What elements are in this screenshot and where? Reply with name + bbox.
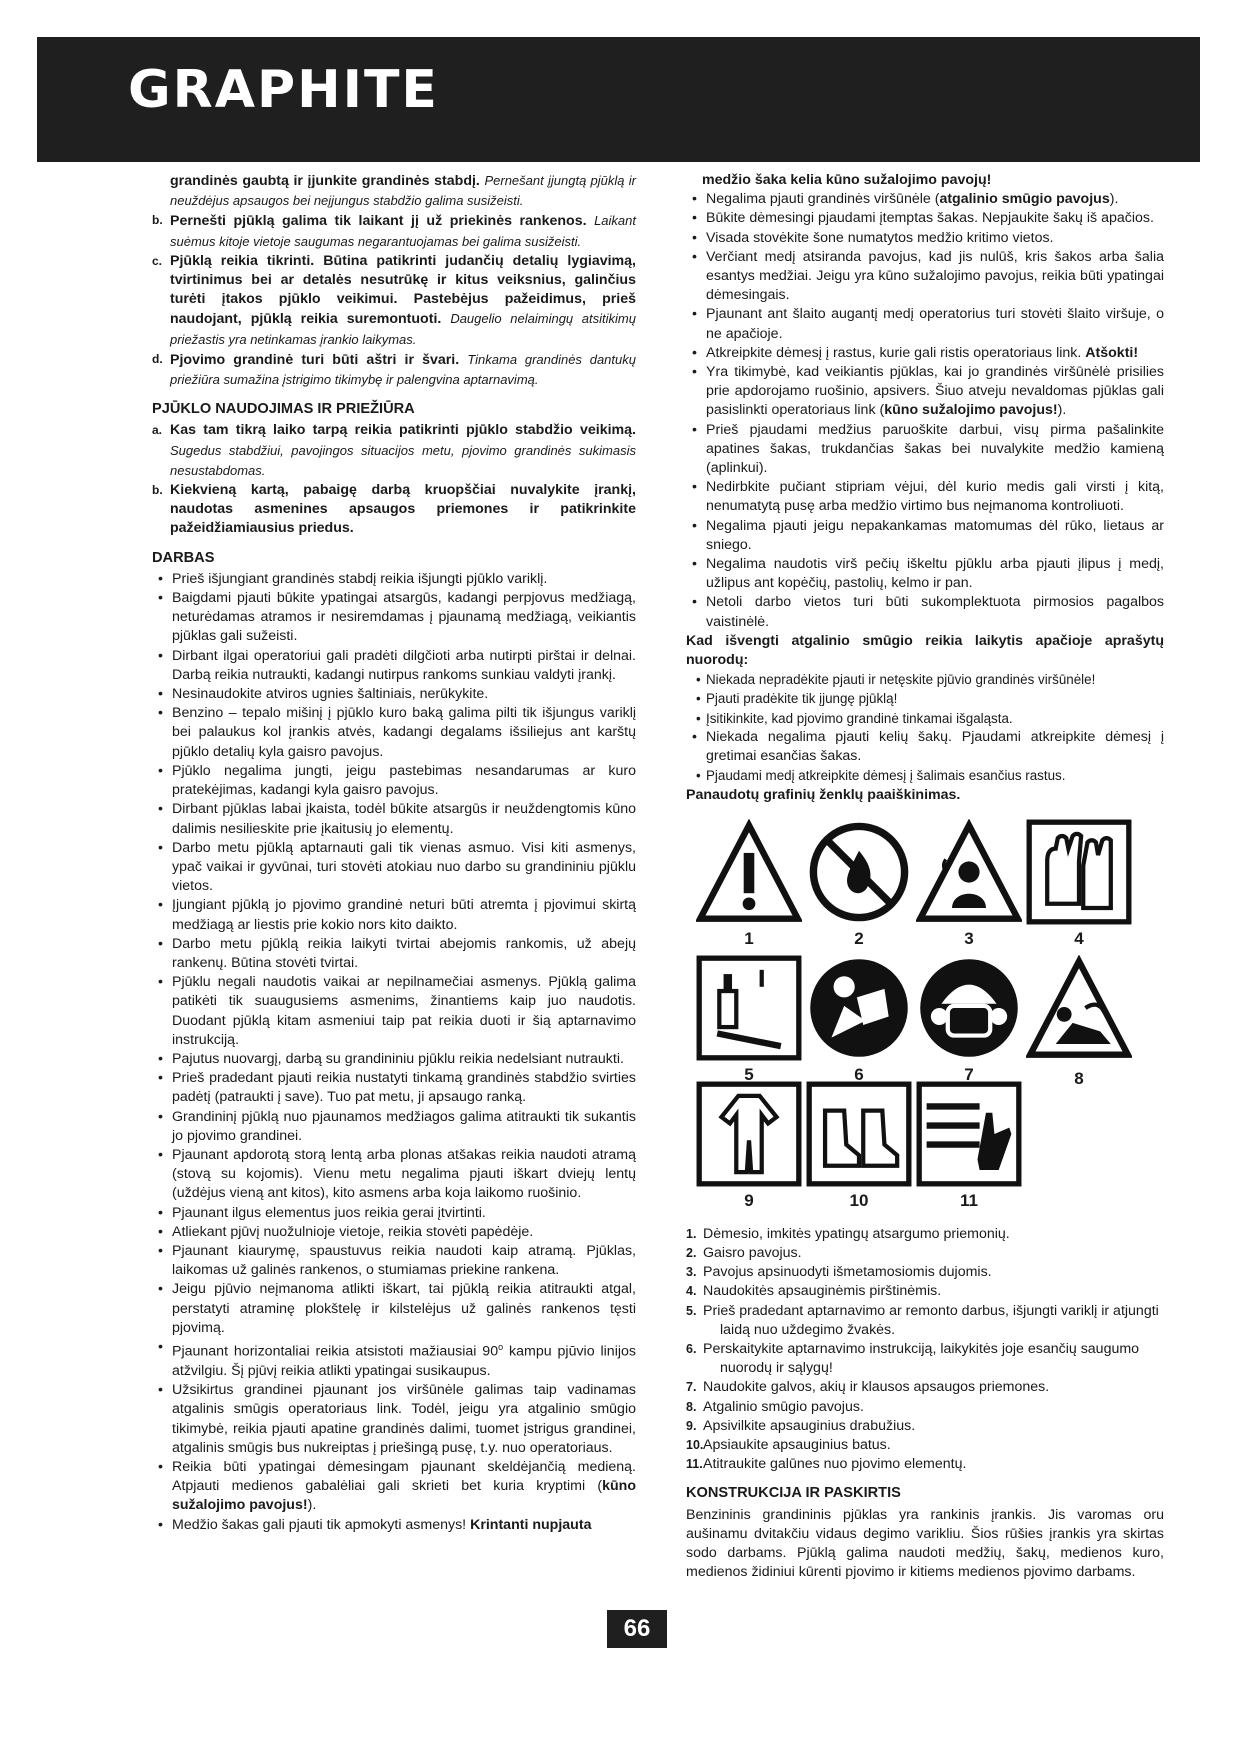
work-bullet: • Grandininį pjūklą nuo pjaunamos medžiagos galima atitraukti tik sukantis jo pjovimo grandinei. (152, 1108, 636, 1146)
felling-bullet: • Negalima naudotis virš pečių iškeltu pjūklu arba pjauti įlipus į medį, užlipus ant kopėčių, pastolių, kelmo ir pan. (686, 555, 1164, 593)
icon-number: 6 (854, 1064, 864, 1084)
work-bullet-kickback: • Užsikirtus grandinei pjaunant jos viršūnėle galimas taip vadinamas atgalinis smūgis operatoriaus link. Todėl, jeigu yra atgalinio smūgio tikimybė, reikia pjauti apatine grandinės dalimi, tuomet įstrigus grandinei, atgalinis smūgis bus nukreiptas į priešingą pusę, t.y. nuo operatoriaus. (152, 1381, 636, 1458)
legend-item: 4. Naudokitės apsauginėmis pirštinėmis. (686, 1283, 942, 1300)
legend-item: 6. Perskaitykite aptarnavimo instrukciją, laikykitės joje esančių saugumo nuorodų ir sąlygų! (686, 1340, 1140, 1377)
gloves-icon (1026, 819, 1132, 925)
rule-b: b. Pernešti pjūklą galima tik laikant jį už priekinės rankenos. Laikant suėmus kitoje vietoje saugumas negarantuojamas bei galima susižeisti. (152, 213, 636, 249)
icon-number: 10 (849, 1190, 869, 1210)
work-bullet: • Pjaunant apdorotą storą lentą arba plonas atšakas reikia naudoti atramą (stovą su kojomis). Vienu metu negalima pjauti iškart dviejų lentų (uždėjus vieną ant kitos), kito asmens arba koja laikomo ruošinio. (152, 1146, 636, 1204)
icon-number: 11 (960, 1190, 978, 1210)
legend-item: 9. Apsivilkite apsauginius drabužius. (686, 1417, 916, 1434)
kickback-heading: Kad išvengti atgalinio smūgio reikia laikytis apačioje aprašytų nuorodų: (686, 632, 1164, 669)
felling-bullet: • Visada stovėkite šone numatytos medžio kritimo vietos. (686, 229, 1164, 248)
work-bullet-angle: • Pjaunant horizontaliai reikia atsistoti mažiausiai 90$^o$ kampu pjūvio linijos atžvilgiu. Šį pjūvį reikia atlikti ypatingai susikaupus. (152, 1338, 636, 1381)
work-bullet: • Pajutus nuovargį, darbą su grandininiu pjūklu reikia nedelsiant nutraukti. (152, 1050, 636, 1069)
legend-item: 5. Prieš pradedant aptarnavimo ar remonto darbus, išjungti variklį ir atjungti laidą nuo uždegimo žvakės. (686, 1302, 1159, 1338)
icon-number: 9 (744, 1190, 754, 1210)
legend-item: 8. Atgalinio smūgio pavojus. (686, 1398, 864, 1415)
felling-bullet: • Pjaunant ant šlaito augantį medį operatorius turi stovėti šlaito viršuje, o ne apačioje. (686, 305, 1164, 343)
work-bullet: • Dirbant pjūklas labai įkaista, todėl būkite atsargūs ir neuždengtomis kūno dalimis nesilieskite prie įkaitusių jo elementų. (152, 800, 636, 838)
no-fire-icon (806, 819, 912, 925)
work-bullet: • Dirbant ilgai operatoriui gali pradėti dilgčioti arba nutirpti pirštai ir delnai. Darbą reikia nutraukti, kadangi nutirpus rankoms sunkiau valdyti įrankį. (152, 647, 636, 685)
felling-bullet: • Būkite dėmesingi pjaudami įtemptas šakas. Nepjaukite šakų iš apačios. (686, 209, 1164, 228)
page-number: 66 (607, 1610, 667, 1648)
keep-hands-away-icon (916, 1081, 1022, 1187)
icon-number: 8 (1074, 1068, 1084, 1088)
work-bullet: • Pjaunant ilgus elementus juos reikia gerai įtvirtinti. (152, 1204, 636, 1223)
section-heading-work: DARBAS (152, 549, 215, 566)
work-bullet: • Jeigu pjūvio neįmanoma atlikti iškart, tai pjūklą reikia atitraukti atgal, perstatyti atraminę plokštelę ir kilstelėjus už galinės rankenos tęsti pjovimą. (152, 1280, 636, 1338)
kickback-bullet: • Įsitikinkite, kad pjovimo grandinė tinkamai išgaląsta. (686, 709, 1164, 728)
rule-d: d. Pjovimo grandinė turi būti aštri ir švari. Tinkama grandinės dantukų priežiūra sumažina įstrigimo tikimybę ir palengvina aptarnavimą. (152, 351, 636, 388)
icon-number: 2 (854, 928, 864, 948)
right-column (686, 171, 1164, 1582)
kickback-bullet: • Pjaudami medį atkreipkite dėmesį į šalimais esančius rastus. (686, 766, 1164, 785)
legend-item: 1. Dėmesio, imkitės ypatingų atsargumo priemonių. (686, 1225, 1010, 1242)
work-bullet: • Atliekant pjūvį nuožulnioje vietoje, reikia stovėti papėdėje. (152, 1223, 636, 1242)
fumes-icon (916, 819, 1022, 925)
icon-number: 5 (744, 1064, 754, 1084)
work-bullet-splinter: • Reikia būti ypatingai dėmesingam pjaunant skeldėjančią medieną. Atpjauti medienos gabalėliai gali skrieti bet kuria kryptimi (kūno sužalojimo pavojus!). (152, 1458, 636, 1516)
work-bullet: • Pjūklu negali naudotis vaikai ar nepilnamečiai asmenys. Pjūklą galima patikėti tik suaugusiems asmenims, žinantiems kaip juo naudotis. Duodant pjūklą kitam asmeniui taip pat reikia duoti ir šią aptarnavimo instrukciją. (152, 973, 636, 1050)
work-bullets (152, 570, 636, 1535)
work-bullet: • Pjūklo negalima jungti, jeigu pastebimas nesandarumas ar kuro pratekėjimas, kadangi kyla gaisro pavojus. (152, 762, 636, 800)
protective-clothing-icon (696, 1081, 802, 1187)
kickback-bullet: • Niekada negalima pjauti kelių šakų. Pjaudami atkreipkite dėmesį į gretimai esančias šakas. (686, 728, 1164, 766)
left-column (152, 171, 636, 1535)
head-protection-icon (916, 955, 1022, 1061)
work-bullet: • Pjaunant kiaurymę, spaustuvus reikia naudoti kaip atramą. Pjūklas, laikomas už galinės rankenos, o stumiamas priekine rankena. (152, 1242, 636, 1280)
kickback-bullet: • Pjauti pradėkite tik įjungę pjūklą! (686, 689, 1164, 708)
use-rule-b: b. Kiekvieną kartą, pabaigę darbą kruopščiai nuvalykite įrankį, naudotas asmenines apsaugos priemones ir patikrinkite pažeidžiamiausius priedus. (152, 482, 636, 537)
legend-item: 7. Naudokite galvos, akių ir klausos apsaugos priemones. (686, 1379, 1050, 1396)
read-manual-icon (806, 955, 912, 1061)
rule-c: c. Pjūklą reikia tikrinti. Būtina patikrinti judančių detalių lygiavimą, tvirtinimus bei ar detalės nesutrūkę ir kitus veiksnius, galinčius turėti įtakos pjūklo veikimui. Pastebėjus pažeidimus, prieš naudojant, pjūklą reikia suremontuoti. Daugelio nelaimingų atsitikimų priežastis yra netinkamas įrankio laikymas. (152, 252, 636, 347)
felling-bullet: • Nedirbkite pučiant stipriam vėjui, dėl kurio medis gali virsti į kitą, nenumatytą pusę arba medžio virtimo bus neįmanoma kontroliuoti. (686, 478, 1164, 516)
symbols-heading: Panaudotų grafinių ženklų paaiškinimas. (686, 786, 961, 803)
work-bullet: • Nesinaudokite atviros ugnies šaltiniais, nerūkykite. (152, 685, 636, 704)
intro-paragraph: grandinės gaubtą ir įjunkite grandinės stabdį. Pernešant įjungtą pjūklą ir neuždėjus apsaugos bei neįjungus stabdžio galima susižeisti. (170, 173, 636, 209)
warning-triangle-icon (696, 819, 802, 925)
safety-icons-grid (686, 819, 1164, 1210)
section-heading-use: PJŪKLO NAUDOJIMAS IR PRIEŽIŪRA (152, 401, 415, 418)
continued-warning: medžio šaka kelia kūno sužalojimo pavojų! (702, 172, 992, 188)
work-bullet-branches: • Medžio šakas gali pjauti tik apmokyti asmenys! Krintanti nupjauta (152, 1516, 636, 1535)
felling-bullet: • Yra tikimybė, kad veikiantis pjūklas, kai jo grandinės viršūnėlė prisilies prie apdorojamo ruošinio, apsivers. Šiuo atveju nevaldomas pjūklas gali pasislinkti operatoriaus link (kūno sužalojimo pavojus!). (686, 363, 1164, 421)
kickback-bullet: • Niekada nepradėkite pjauti ir netęskite pjūvio grandinės viršūnėle! (686, 670, 1164, 689)
icon-number: 7 (964, 1064, 974, 1084)
legend-item: 2. Gaisro pavojus. (686, 1244, 802, 1261)
spark-plug-icon (696, 955, 802, 1061)
felling-bullet: • Netoli darbo vietos turi būti sukomplektuota pirmosios pagalbos vaistinėlė. (686, 593, 1164, 631)
work-bullet: • Prieš pradedant pjauti reikia nustatyti tinkamą grandinės stabdžio svirties padėtį (patraukti į save). Tuo pat metu, ji apsaugo ranką. (152, 1069, 636, 1107)
felling-bullet: • Verčiant medį atsiranda pavojus, kad jis nulūš, kris šakos arba šalia esantys medžiai. Jeigu yra kūno sužalojimo pavojus, reikia būti ypatingai dėmesingais. (686, 248, 1164, 306)
felling-bullet: • Prieš pjaudami medžius paruoškite darbui, visų pirma pašalinkite apatines šakas, trukdančias šakas bei nuvalykite medžio kamieną (aplinkui). (686, 421, 1164, 479)
icon-number: 4 (1074, 928, 1084, 948)
icon-number: 1 (744, 928, 754, 948)
work-bullet: • Benzino – tepalo mišinį į pjūklo kuro baką galima pilti tik išjungus variklį bei palaukus kol įrankis atvės, kadangi degalams išsiliejus ant karštų pjūklo detalių kyla gaisro pavojus. (152, 704, 636, 762)
icon-number: 3 (964, 928, 974, 948)
work-bullet: • Baigdami pjauti būkite ypatingai atsargūs, kadangi perpjovus medžiagą, neturėdamas atramos ir nesiremdamas į pjaunamą medžiagą, veikiantis pjūklas gali sužeisti. (152, 589, 636, 647)
work-bullet: • Prieš išjungiant grandinės stabdį reikia išjungti pjūklo variklį. (152, 570, 636, 589)
use-rule-a: a. Kas tam tikrą laiko tarpą reikia patikrinti pjūklo stabdžio veikimą. Sugedus stabdžiui, pavojingos situacijos metu, pjovimo grandinės sukimasis nesustabdomas. (152, 422, 636, 478)
kickback-icon (1026, 955, 1132, 1061)
work-bullet: • Įjungiant pjūklą jo pjovimo grandinė neturi būti atremta į pjovimui skirtą medžiagą ar liestis prie kokio nors kito daikto. (152, 896, 636, 934)
legend-item: 10. Apsiaukite apsauginius batus. (686, 1436, 891, 1453)
brand-logo: GRAPHITE (128, 60, 439, 120)
felling-bullet: • Negalima pjauti grandinės viršūnėle (atgalinio smūgio pavojus). (686, 190, 1164, 209)
legend-item: 11. Atitraukite galūnes nuo pjovimo elementų. (686, 1456, 967, 1473)
symbols-legend (686, 1225, 1164, 1475)
section-heading-construction: KONSTRUKCIJA IR PASKIRTIS (686, 1485, 901, 1502)
work-bullet: • Darbo metu pjūklą aptarnauti gali tik vienas asmuo. Visi kiti asmenys, ypač vaikai ir gyvūnai, turi stovėti atokiau nuo darbo su grandininiu pjūklu vietos. (152, 839, 636, 897)
felling-bullet: • Atkreipkite dėmesį į rastus, kurie gali ristis operatoriaus link. Atšokti! (686, 344, 1164, 363)
legend-item: 3. Pavojus apsinuodyti išmetamosiomis dujomis. (686, 1264, 992, 1281)
safety-boots-icon (806, 1081, 912, 1187)
construction-description: Benzininis grandininis pjūklas yra rankinis įrankis. Jis varomas oru aušinamu dvitakčiu vidaus degimo varikliu. Šios rūšies įrankis yra skirtas sodo darbams. Pjūklą galima naudoti medžių, šakų, medienos kuro, medienos židiniui kūrenti pjovimo ir kitiems medienos pjovimo darbams. (686, 1506, 1164, 1581)
felling-bullet: • Negalima pjauti jeigu nepakankamas matomumas dėl rūko, lietaus ar sniego. (686, 517, 1164, 555)
work-bullet: • Darbo metu pjūklą reikia laikyti tvirtai abejomis rankomis, už abejų rankenų. Būtina stovėti tvirtai. (152, 935, 636, 973)
